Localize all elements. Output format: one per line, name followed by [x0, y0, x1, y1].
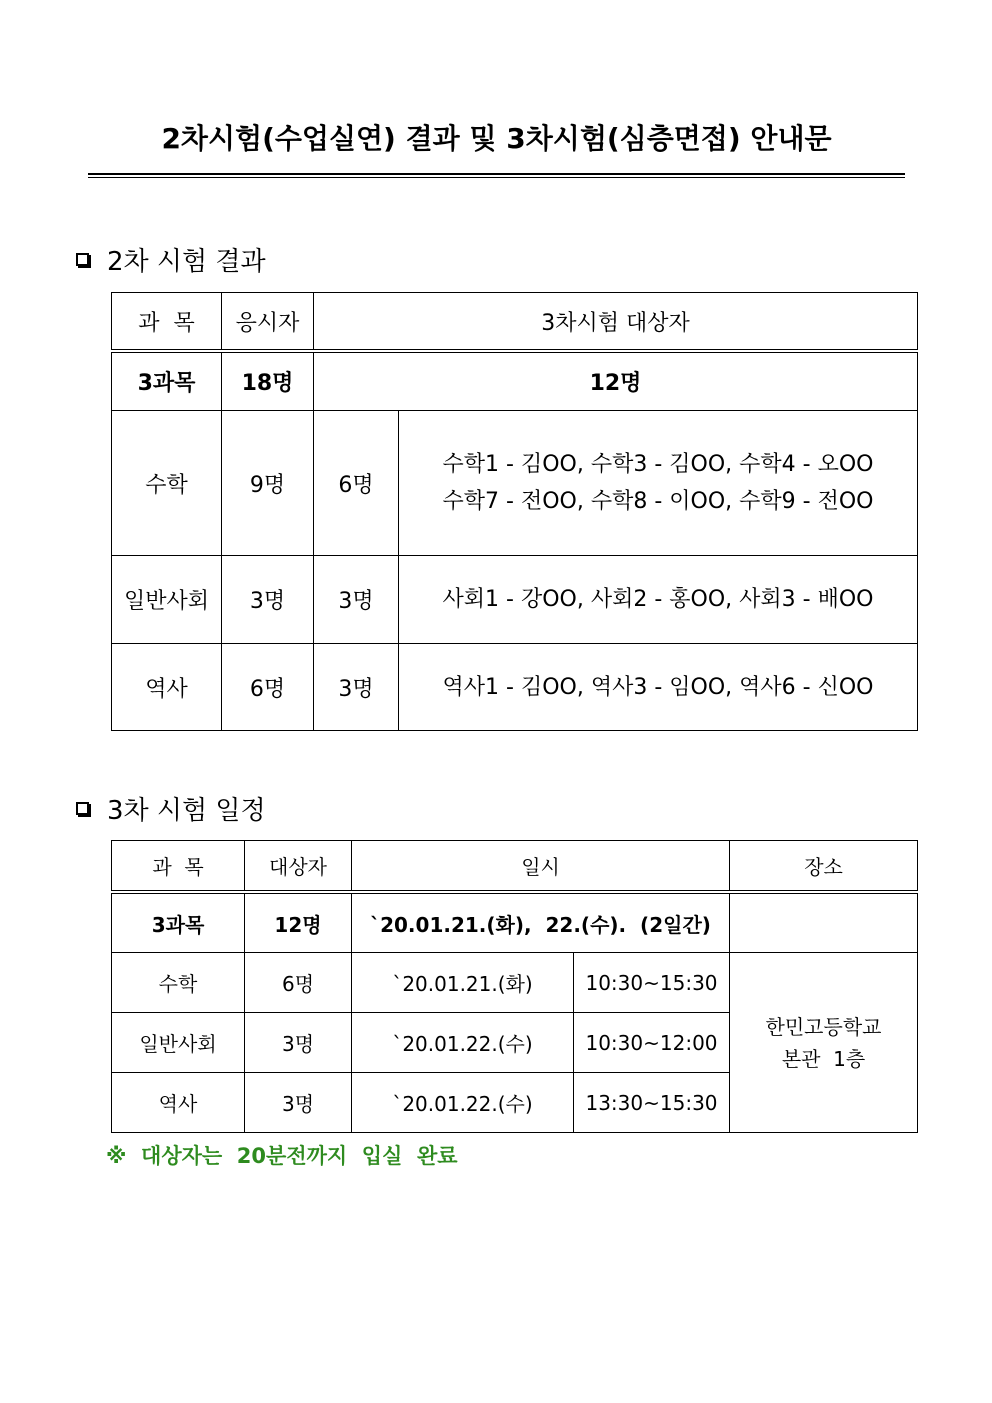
- header-subject: 과 목: [112, 841, 245, 893]
- total-passed: 12명: [314, 351, 918, 411]
- section1-heading-text: 2차 시험 결과: [107, 247, 266, 277]
- header-datetime: 일시: [352, 841, 730, 893]
- row-passed: 3명: [314, 644, 399, 731]
- header-place: 장소: [730, 841, 918, 893]
- row-time: 13:30~15:30: [574, 1073, 730, 1133]
- section2-heading: [76, 790, 266, 827]
- row-applicants: 3명: [222, 556, 314, 644]
- row-date: `20.01.22.(수): [352, 1013, 574, 1073]
- row-names: [399, 556, 918, 644]
- row-date: `20.01.22.(수): [352, 1073, 574, 1133]
- names-line: 수학1 - 김OO, 수학3 - 김OO, 수학4 - 오OO: [442, 452, 874, 477]
- names-line: 수학7 - 전OO, 수학8 - 이OO, 수학9 - 전OO: [442, 489, 874, 514]
- checkbox-bullet-icon: [76, 802, 89, 815]
- place-line: 한민고등학교: [765, 1014, 882, 1039]
- row-subject: 역사: [112, 644, 222, 731]
- total-place: [730, 892, 918, 953]
- table-row: [112, 556, 918, 644]
- row-subject: 수학: [112, 953, 245, 1013]
- title-underline: [88, 173, 905, 178]
- result-table: [111, 292, 918, 731]
- header-count: 대상자: [245, 841, 352, 893]
- result-total-row: [112, 351, 918, 411]
- row-subject: 역사: [112, 1073, 245, 1133]
- section1-heading: [76, 241, 266, 278]
- row-names: [399, 644, 918, 731]
- arrival-note: ※ 대상자는 20분전까지 입실 완료: [106, 1144, 458, 1168]
- place-cell: [730, 953, 918, 1133]
- row-subject: 일반사회: [112, 1013, 245, 1073]
- page-title: 2차시험(수업실연) 결과 및 3차시험(심층면접) 안내문: [161, 122, 832, 155]
- total-datetime: `20.01.21.(화), 22.(수). (2일간): [352, 892, 730, 953]
- total-applicants: 18명: [222, 351, 314, 411]
- row-passed: 6명: [314, 411, 399, 556]
- table-row: [112, 644, 918, 731]
- table-row: [112, 411, 918, 556]
- row-names: [399, 411, 918, 556]
- result-header-row: [112, 293, 918, 352]
- row-time: 10:30~12:00: [574, 1013, 730, 1073]
- row-count: 3명: [245, 1013, 352, 1073]
- checkbox-bullet-icon: [76, 253, 89, 266]
- section2-heading-text: 3차 시험 일정: [107, 796, 266, 826]
- schedule-total-row: [112, 892, 918, 953]
- row-applicants: 6명: [222, 644, 314, 731]
- schedule-table: [111, 840, 918, 1133]
- total-subject: 3과목: [112, 351, 222, 411]
- table-row: [112, 953, 918, 1013]
- row-count: 6명: [245, 953, 352, 1013]
- row-subject: 수학: [112, 411, 222, 556]
- row-applicants: 9명: [222, 411, 314, 556]
- row-count: 3명: [245, 1073, 352, 1133]
- place-line: 본관 1층: [781, 1046, 866, 1071]
- header-passed: 3차시험 대상자: [314, 293, 918, 352]
- row-date: `20.01.21.(화): [352, 953, 574, 1013]
- names-line: 역사1 - 김OO, 역사3 - 임OO, 역사6 - 신OO: [442, 674, 874, 700]
- total-count: 12명: [245, 892, 352, 953]
- header-subject: 과 목: [112, 293, 222, 352]
- schedule-header-row: [112, 841, 918, 893]
- row-passed: 3명: [314, 556, 399, 644]
- row-time: 10:30~15:30: [574, 953, 730, 1013]
- header-applicants: 응시자: [222, 293, 314, 352]
- row-subject: 일반사회: [112, 556, 222, 644]
- total-subject: 3과목: [112, 892, 245, 953]
- names-line: 사회1 - 강OO, 사회2 - 홍OO, 사회3 - 배OO: [442, 587, 874, 612]
